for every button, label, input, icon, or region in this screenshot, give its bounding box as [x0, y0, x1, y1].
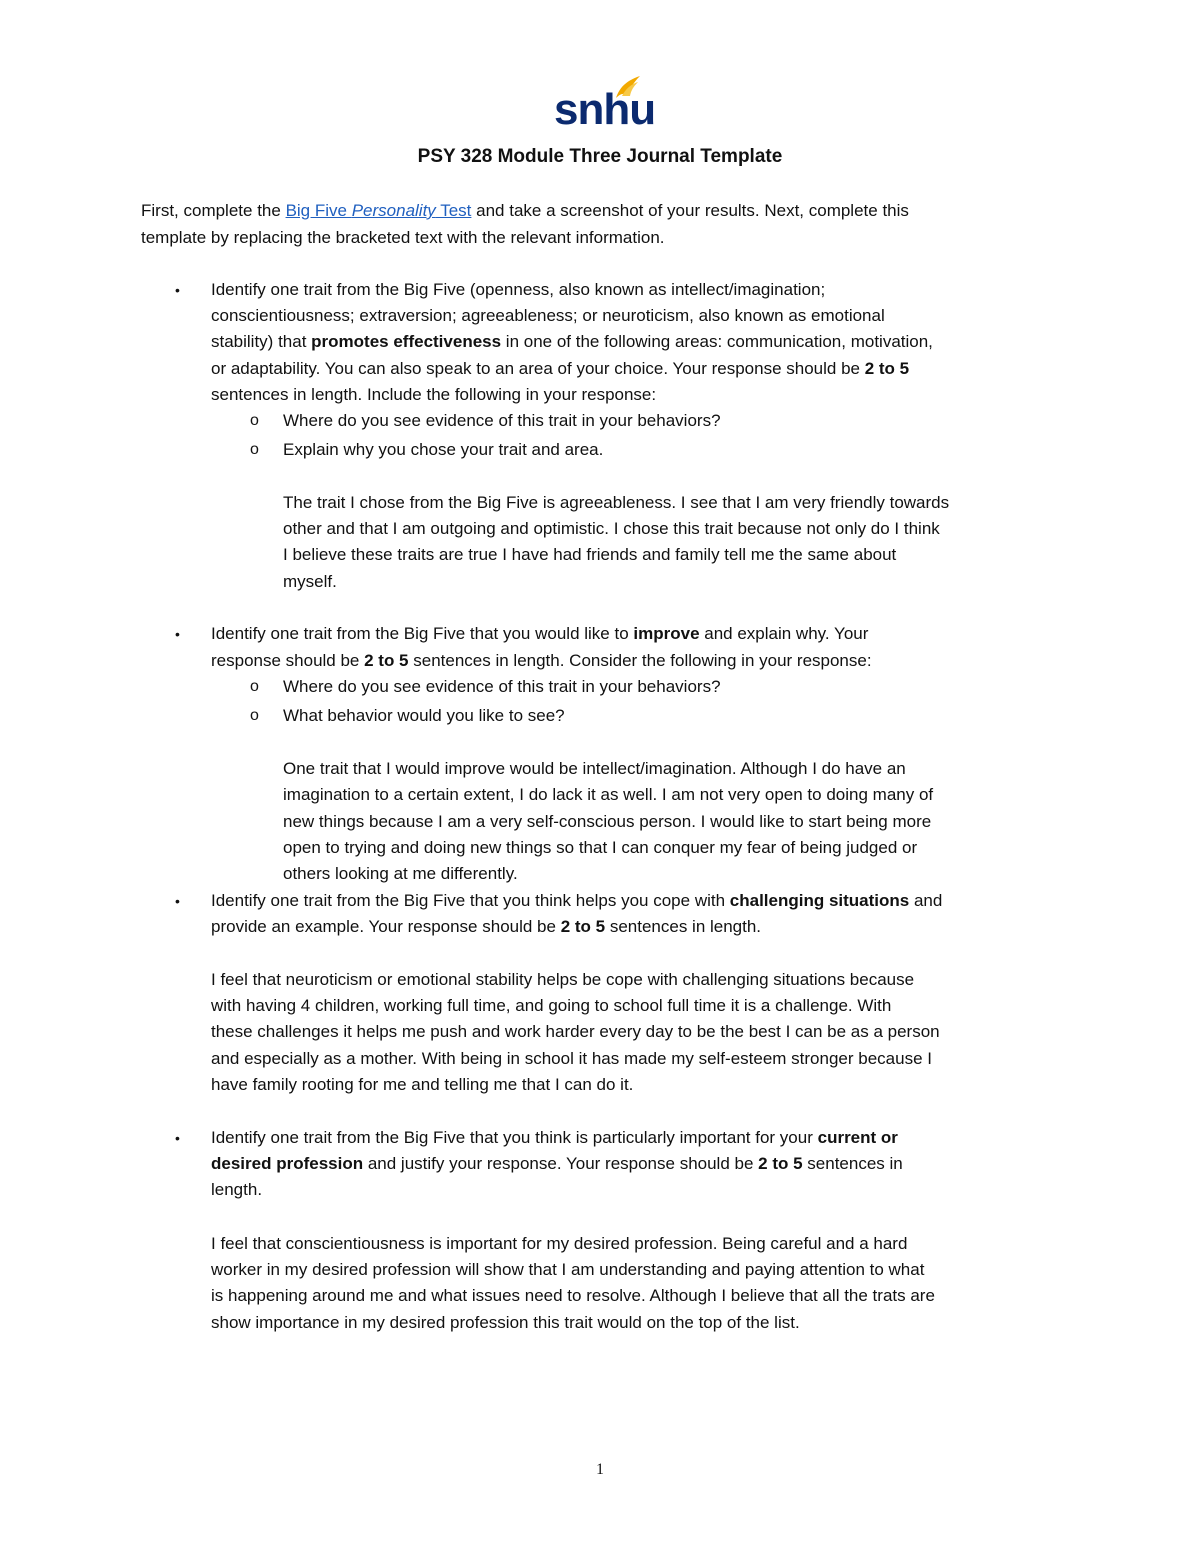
item2-answer-line: imagination to a certain extent, I do lack it as well. I am not very open to doing many of — [283, 785, 934, 804]
item3-line-2: provide an example. Your response should be 2 to 5 sentences in length. — [211, 917, 762, 936]
item2-answer-line: open to trying and doing new things so that I can conquer my fear of being judged or — [283, 838, 918, 857]
item4-line-3: length. — [211, 1180, 263, 1199]
item1-answer-line: The trait I chose from the Big Five is agreeableness. I see that I am very friendly towards — [283, 493, 950, 512]
item4-line-1: Identify one trait from the Big Five that you think is particularly important for your current or — [211, 1128, 898, 1147]
item2-line-1: Identify one trait from the Big Five that you would like to improve and explain why. Your — [211, 624, 869, 643]
snhu-logo — [554, 74, 656, 134]
item4-answer-line: worker in my desired profession will show that I am understanding and paying attention to what — [211, 1260, 925, 1279]
sub-bullet-1b: o — [250, 441, 259, 458]
item1-line-4: or adaptability. You can also speak to an area of your choice. Your response should be 2 to 5 — [211, 359, 910, 378]
sub-bullet-2a: o — [250, 678, 259, 695]
item3-answer-line: have family rooting for me and telling me that I can do it. — [211, 1075, 634, 1094]
page-number: 1 — [596, 1461, 604, 1478]
item1-line-5: sentences in length. Include the following in your response: — [211, 385, 657, 404]
item2-line-2: response should be 2 to 5 sentences in length. Consider the following in your response: — [211, 651, 872, 670]
item1-line-2: conscientiousness; extraversion; agreeableness; or neuroticism, also known as emotional — [211, 306, 885, 325]
sub-bullet-1a: o — [250, 412, 259, 429]
document-title: PSY 328 Module Three Journal Template — [417, 146, 783, 167]
item2-sub-2: What behavior would you like to see? — [283, 706, 565, 725]
item1-answer-line: myself. — [283, 572, 337, 591]
item4-answer-line: is happening around me and what issues need to resolve. Although I believe that all the trats are — [211, 1286, 935, 1305]
item1-answer-line: other and that I am outgoing and optimistic. I chose this trait because not only do I think — [283, 519, 940, 538]
item4-line-2: desired profession and justify your response. Your response should be 2 to 5 sentences in — [211, 1154, 903, 1173]
item3-answer-line: I feel that neuroticism or emotional stability helps be cope with challenging situations because — [211, 970, 915, 989]
sub-bullet-2b: o — [250, 707, 259, 724]
item2-answer-line: new things because I am a very self-conscious person. I would like to start being more — [283, 812, 932, 831]
item2-answer-line: others looking at me differently. — [283, 864, 518, 883]
item3-answer-line: and especially as a mother. With being in school it has made my self-esteem stronger because I — [211, 1049, 932, 1068]
intro-line-2: template by replacing the bracketed text with the relevant information. — [141, 228, 665, 247]
item1-line-1: Identify one trait from the Big Five (openness, also known as intellect/imagination; — [211, 280, 826, 299]
item1-sub-2: Explain why you chose your trait and area. — [283, 440, 604, 459]
item2-answer-line: One trait that I would improve would be intellect/imagination. Although I do have an — [283, 759, 906, 778]
item3-answer-line: these challenges it helps me push and work harder every day to be the best I can be as a person — [211, 1022, 940, 1041]
logo-text: snhu — [554, 85, 656, 134]
item3-line-1: Identify one trait from the Big Five that you think helps you cope with challenging situations and — [211, 891, 943, 910]
item2-sub-1: Where do you see evidence of this trait in your behaviors? — [283, 677, 721, 696]
item3-answer-line: with having 4 children, working full time, and going to school full time it is a challenge. With — [211, 996, 892, 1015]
big-five-test-link[interactable]: Big Five Personality Test — [285, 201, 472, 220]
bullet-2: • — [175, 626, 180, 642]
item1-sub-1: Where do you see evidence of this trait in your behaviors? — [283, 411, 721, 430]
item1-line-3: stability) that promotes effectiveness in one of the following areas: communication, motivation, — [211, 332, 933, 351]
item4-answer-line: I feel that conscientiousness is important for my desired profession. Being careful and a hard — [211, 1234, 908, 1253]
bullet-3: • — [175, 893, 180, 909]
item4-answer-line: show importance in my desired profession this trait would on the top of the list. — [211, 1313, 800, 1332]
bullet-1: • — [175, 282, 180, 298]
intro-line-1: First, complete the Big Five Personality Test and take a screenshot of your results. Next, complete this — [141, 201, 909, 220]
bullet-4: • — [175, 1130, 180, 1146]
item1-answer-line: I believe these traits are true I have had friends and family tell me the same about — [283, 545, 897, 564]
